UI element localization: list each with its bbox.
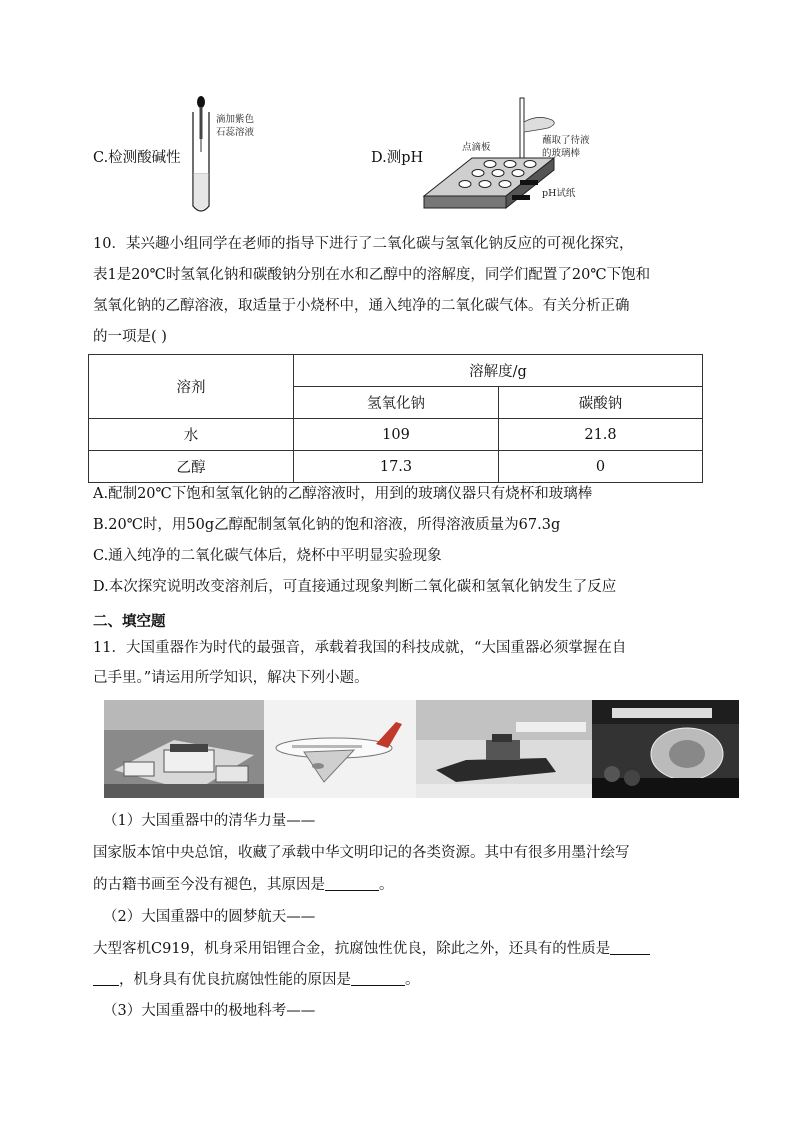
ph-paper-caption: pH试纸 xyxy=(542,188,576,199)
q11-intro-line: 11．大国重器作为时代的最强音，承载着我国的科技成就，“大国重器必须掌握在自 xyxy=(93,640,627,656)
q11-sub2-line xyxy=(93,970,420,990)
header-solubility: 溶解度/g xyxy=(294,355,703,387)
q11-sub1-text: 的古籍书画至今没有褪色，其原因是 xyxy=(93,877,325,893)
q10-option-c: C.通入纯净的二氧化碳气体后，烧杯中平明显实验现象 xyxy=(93,548,442,564)
national-archives-photo xyxy=(104,700,264,798)
icebreaker-ship-photo xyxy=(416,700,592,798)
answer-blank[interactable] xyxy=(610,940,650,955)
q11-sub3-title: （3）大国重器中的极地科考—— xyxy=(103,1003,316,1019)
q11-sub2-line xyxy=(93,939,650,959)
q10-line: 表1是20℃时氢氧化钠和碳酸钠分别在水和乙醇中的溶解度，同学们配置了20℃下饱和 xyxy=(93,267,651,283)
punctuation: 。 xyxy=(379,877,394,893)
q11-sub2-text: ，机身具有优良抗腐蚀性能的原因是 xyxy=(119,972,351,988)
cell-solvent: 水 xyxy=(89,419,294,451)
spot-plate-ph-illustration xyxy=(420,96,560,214)
header-na2co3: 碳酸钠 xyxy=(499,387,703,419)
q11-sub1-title: （1）大国重器中的清华力量—— xyxy=(103,813,316,829)
header-solvent: 溶剂 xyxy=(89,355,294,419)
cell-value: 0 xyxy=(499,451,703,483)
q11-sub1-line xyxy=(93,875,394,895)
section-title: 二、填空题 xyxy=(93,613,166,630)
plate-caption: 点滴板 xyxy=(462,142,491,153)
option-c-label: C.检测酸碱性 xyxy=(93,150,181,166)
q10-option-d: D.本次探究说明改变溶剂后，可直接通过现象判断二氧化碳和氢氧化钠发生了反应 xyxy=(93,579,617,595)
cell-value: 17.3 xyxy=(294,451,499,483)
answer-blank[interactable] xyxy=(93,971,119,986)
test-tube-dropper-illustration xyxy=(185,94,225,216)
cell-solvent: 乙醇 xyxy=(89,451,294,483)
c919-airplane-photo xyxy=(264,700,416,798)
punctuation: 。 xyxy=(405,972,420,988)
cell-value: 21.8 xyxy=(499,419,703,451)
rod-caption-2: 的玻璃棒 xyxy=(542,148,581,159)
table-row xyxy=(89,451,703,483)
q11-sub2-title: （2）大国重器中的圆梦航天—— xyxy=(103,909,316,925)
q10-option-b: B.20℃时，用50g乙醇配制氢氧化钠的饱和溶液，所得溶液质量为67.3g xyxy=(93,517,561,533)
solubility-table xyxy=(88,354,703,483)
q10-line: 的一项是( ) xyxy=(93,329,167,345)
answer-blank[interactable] xyxy=(351,971,405,986)
cell-value: 109 xyxy=(294,419,499,451)
header-naoh: 氢氧化钠 xyxy=(294,387,499,419)
q10-option-a: A.配制20℃下饱和氢氧化钠的乙醇溶液时，用到的玻璃仪器只有烧杯和玻璃棒 xyxy=(93,486,593,502)
dropper-caption-1: 滴加紫色 xyxy=(216,114,255,125)
q11-sub2-text: 大型客机C919，机身采用铝锂合金，抗腐蚀性优良，除此之外，还具有的性质是 xyxy=(93,941,611,957)
engine-exhibition-photo xyxy=(592,700,739,798)
q10-line: 氢氧化钠的乙醇溶液，取适量于小烧杯中，通入纯净的二氧化碳气体。有关分析正确 xyxy=(93,298,630,314)
dropper-caption-2: 石蕊溶液 xyxy=(216,127,255,138)
option-d-label: D.测pH xyxy=(371,150,424,166)
answer-blank[interactable] xyxy=(325,876,379,891)
q11-intro-line: 己手里。”请运用所学知识，解决下列小题。 xyxy=(93,670,369,686)
table-row xyxy=(89,419,703,451)
rod-caption-1: 蘸取了待液 xyxy=(542,135,590,146)
q11-sub1-line: 国家版本馆中央总馆，收藏了承载中华文明印记的各类资源。其中有很多用墨汁绘写 xyxy=(93,845,630,861)
q10-line: 10．某兴趣小组同学在老师的指导下进行了二氧化碳与氢氧化钠反应的可视化探究， xyxy=(93,236,634,252)
